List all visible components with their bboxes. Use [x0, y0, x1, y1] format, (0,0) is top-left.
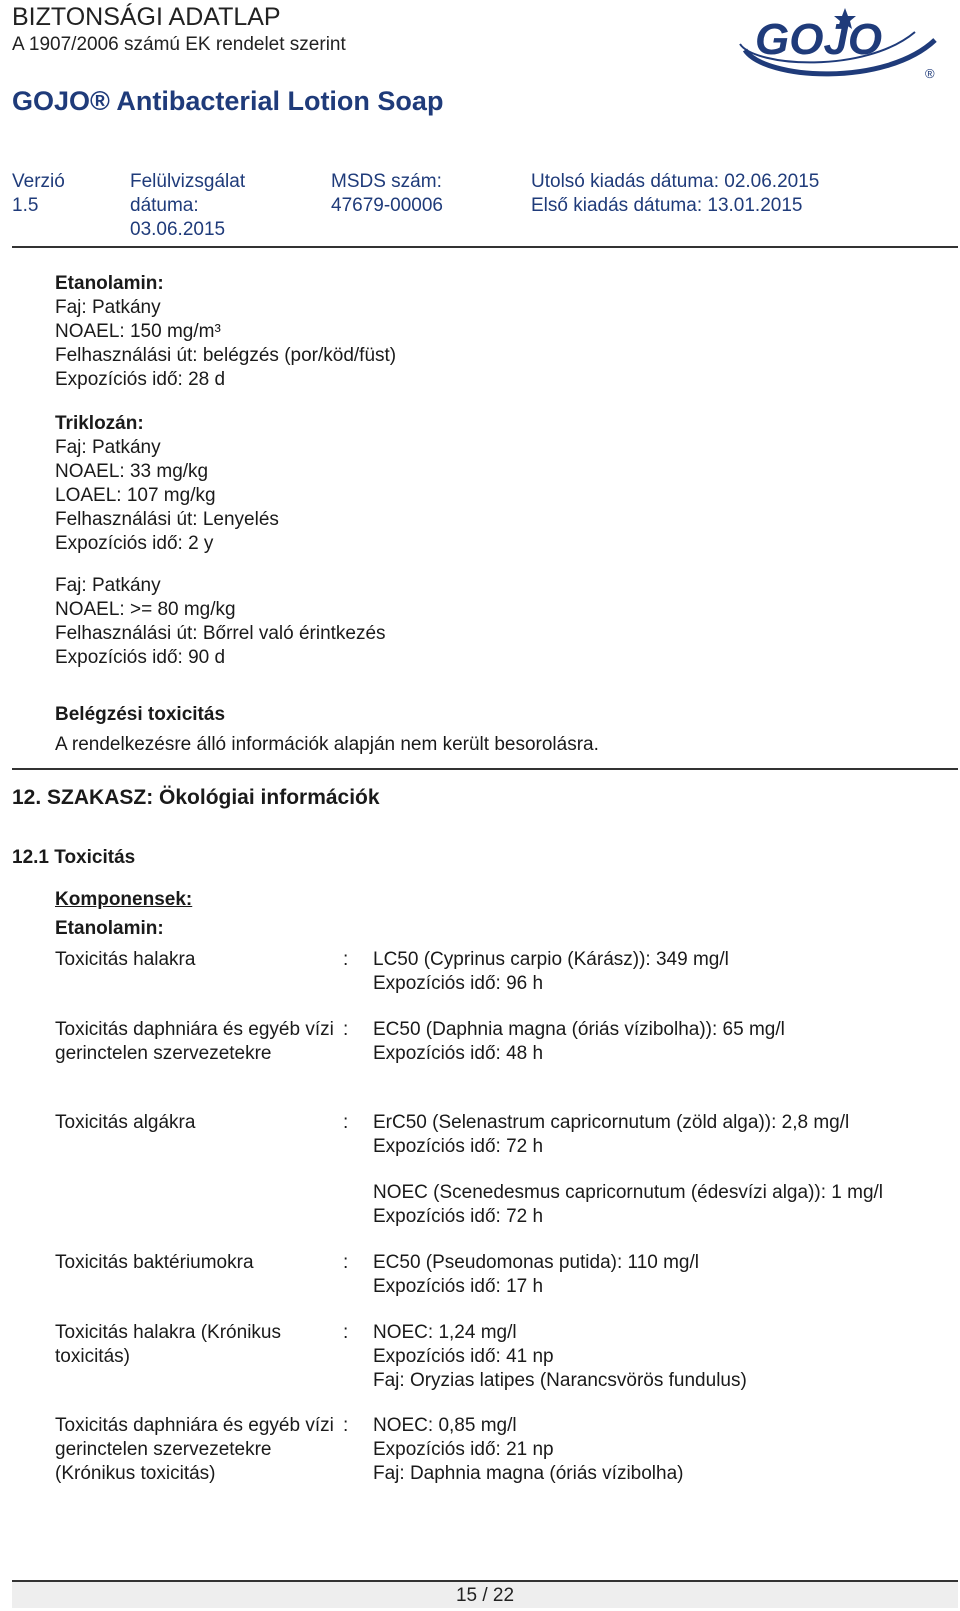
- tox-line: NOAEL: >= 80 mg/kg: [55, 599, 236, 620]
- tox-block-ethanolamine: [55, 272, 396, 392]
- version-cell: [12, 170, 65, 218]
- tox-value: Expozíciós idő: 72 h: [373, 1136, 544, 1157]
- issue-dates-cell: [531, 170, 819, 218]
- tox-block-triclosan: [55, 412, 279, 556]
- tox-line: Felhasználási út: Lenyelés: [55, 509, 279, 530]
- tox-row-label: Toxicitás halakra (Krónikus toxicitás): [55, 1322, 281, 1367]
- page-number: 15 / 22: [455, 1585, 515, 1606]
- tox-row-label: Toxicitás daphniára és egyéb vízi gerinctelen szervezetekre: [55, 1019, 334, 1064]
- document-type: BIZTONSÁGI ADATLAP: [12, 3, 281, 31]
- tox-value: Expozíciós idő: 48 h: [373, 1043, 544, 1064]
- tox-row-label: Toxicitás halakra: [55, 949, 196, 970]
- logo-registered-mark: ®: [925, 66, 935, 81]
- tox-line: Expozíciós idő: 2 y: [55, 533, 214, 554]
- spacer: [373, 1159, 883, 1181]
- tox-line: Felhasználási út: belégzés (por/köd/füst): [55, 345, 397, 366]
- tox-value: Expozíciós idő: 41 np: [373, 1346, 554, 1367]
- tox-row-values: [373, 1414, 684, 1486]
- revision-date: 03.06.2015: [130, 219, 226, 240]
- logo-wordmark: GOJO: [755, 15, 883, 64]
- revision-label: Felülvizsgálat: [130, 171, 246, 192]
- first-issue-date: Első kiadás dátuma: 13.01.2015: [531, 195, 803, 216]
- substance-name: Triklozán:: [55, 413, 144, 434]
- tox-row-values: [373, 1321, 747, 1393]
- tox-row-label: Toxicitás daphniára és egyéb vízi gerinctelen szervezetekre (Krónikus toxicitás): [55, 1415, 334, 1484]
- inhalation-heading: Belégzési toxicitás: [55, 704, 226, 725]
- page-footer: [12, 1580, 958, 1608]
- subsection-title: 12.1 Toxicitás: [12, 847, 136, 868]
- tox-row-values: [373, 1018, 785, 1066]
- row-colon: :: [343, 1322, 349, 1343]
- tox-row-values: [373, 1251, 699, 1299]
- row-colon: :: [343, 1112, 349, 1133]
- tox-value: NOEC (Scenedesmus capricornutum (édesvízi alga)): 1 mg/l: [373, 1182, 884, 1203]
- inhalation-text: A rendelkezésre álló információk alapján nem került besorolásra.: [55, 734, 599, 755]
- tox-line: LOAEL: 107 mg/kg: [55, 485, 216, 506]
- tox-value: ErC50 (Selenastrum capricornutum (zöld alga)): 2,8 mg/l: [373, 1112, 850, 1133]
- gojo-logo: [735, 2, 950, 84]
- substance-name: Etanolamin:: [55, 273, 164, 294]
- version-value: 1.5: [12, 195, 39, 216]
- last-issue-date: Utolsó kiadás dátuma: 02.06.2015: [531, 171, 820, 192]
- tox-row-values: [373, 1111, 883, 1229]
- tox-value: LC50 (Cyprinus carpio (Kárász)): 349 mg/l: [373, 949, 729, 970]
- tox-block-triclosan-dermal: [55, 574, 386, 670]
- tox-value: NOEC: 1,24 mg/l: [373, 1322, 517, 1343]
- tox-line: Felhasználási út: Bőrrel való érintkezés: [55, 623, 386, 644]
- tox-line: Expozíciós idő: 90 d: [55, 647, 226, 668]
- revision-cell: [130, 170, 245, 242]
- row-colon: :: [343, 949, 349, 970]
- msds-cell: [331, 170, 443, 218]
- tox-line: Faj: Patkány: [55, 437, 161, 458]
- tox-line: NOAEL: 33 mg/kg: [55, 461, 209, 482]
- tox-line: NOAEL: 150 mg/m³: [55, 321, 221, 342]
- revision-label-2: dátuma:: [130, 195, 199, 216]
- tox-line: Faj: Patkány: [55, 575, 161, 596]
- tox-value: Faj: Daphnia magna (óriás vízibolha): [373, 1463, 684, 1484]
- regulation-text: A 1907/2006 számú EK rendelet szerint: [12, 34, 346, 55]
- tox-line: Faj: Patkány: [55, 297, 161, 318]
- tox-row-label: Toxicitás baktériumokra: [55, 1252, 254, 1273]
- msds-number: 47679-00006: [331, 195, 443, 216]
- version-label: Verzió: [12, 171, 65, 192]
- tox-value: Expozíciós idő: 72 h: [373, 1206, 544, 1227]
- product-name: GOJO® Antibacterial Lotion Soap: [12, 86, 444, 116]
- tox-value: NOEC: 0,85 mg/l: [373, 1415, 517, 1436]
- tox-line: Expozíciós idő: 28 d: [55, 369, 226, 390]
- row-colon: :: [343, 1252, 349, 1273]
- header-divider: [12, 246, 958, 248]
- msds-label: MSDS szám:: [331, 171, 442, 192]
- tox-value: Expozíciós idő: 21 np: [373, 1439, 554, 1460]
- section-divider: [12, 768, 958, 770]
- component-name: Etanolamin:: [55, 918, 164, 939]
- tox-row-label: Toxicitás algákra: [55, 1112, 196, 1133]
- section-12-title: 12. SZAKASZ: Ökológiai információk: [12, 786, 380, 809]
- tox-value: Expozíciós idő: 17 h: [373, 1276, 544, 1297]
- tox-row-values: [373, 948, 729, 996]
- row-colon: :: [343, 1019, 349, 1040]
- tox-value: EC50 (Daphnia magna (óriás vízibolha)): 65 mg/l: [373, 1019, 785, 1040]
- components-label: Komponensek:: [55, 889, 193, 910]
- row-colon: :: [343, 1415, 349, 1436]
- tox-value: EC50 (Pseudomonas putida): 110 mg/l: [373, 1252, 699, 1273]
- tox-value: Expozíciós idő: 96 h: [373, 973, 544, 994]
- tox-value: Faj: Oryzias latipes (Narancsvörös fundulus): [373, 1370, 747, 1391]
